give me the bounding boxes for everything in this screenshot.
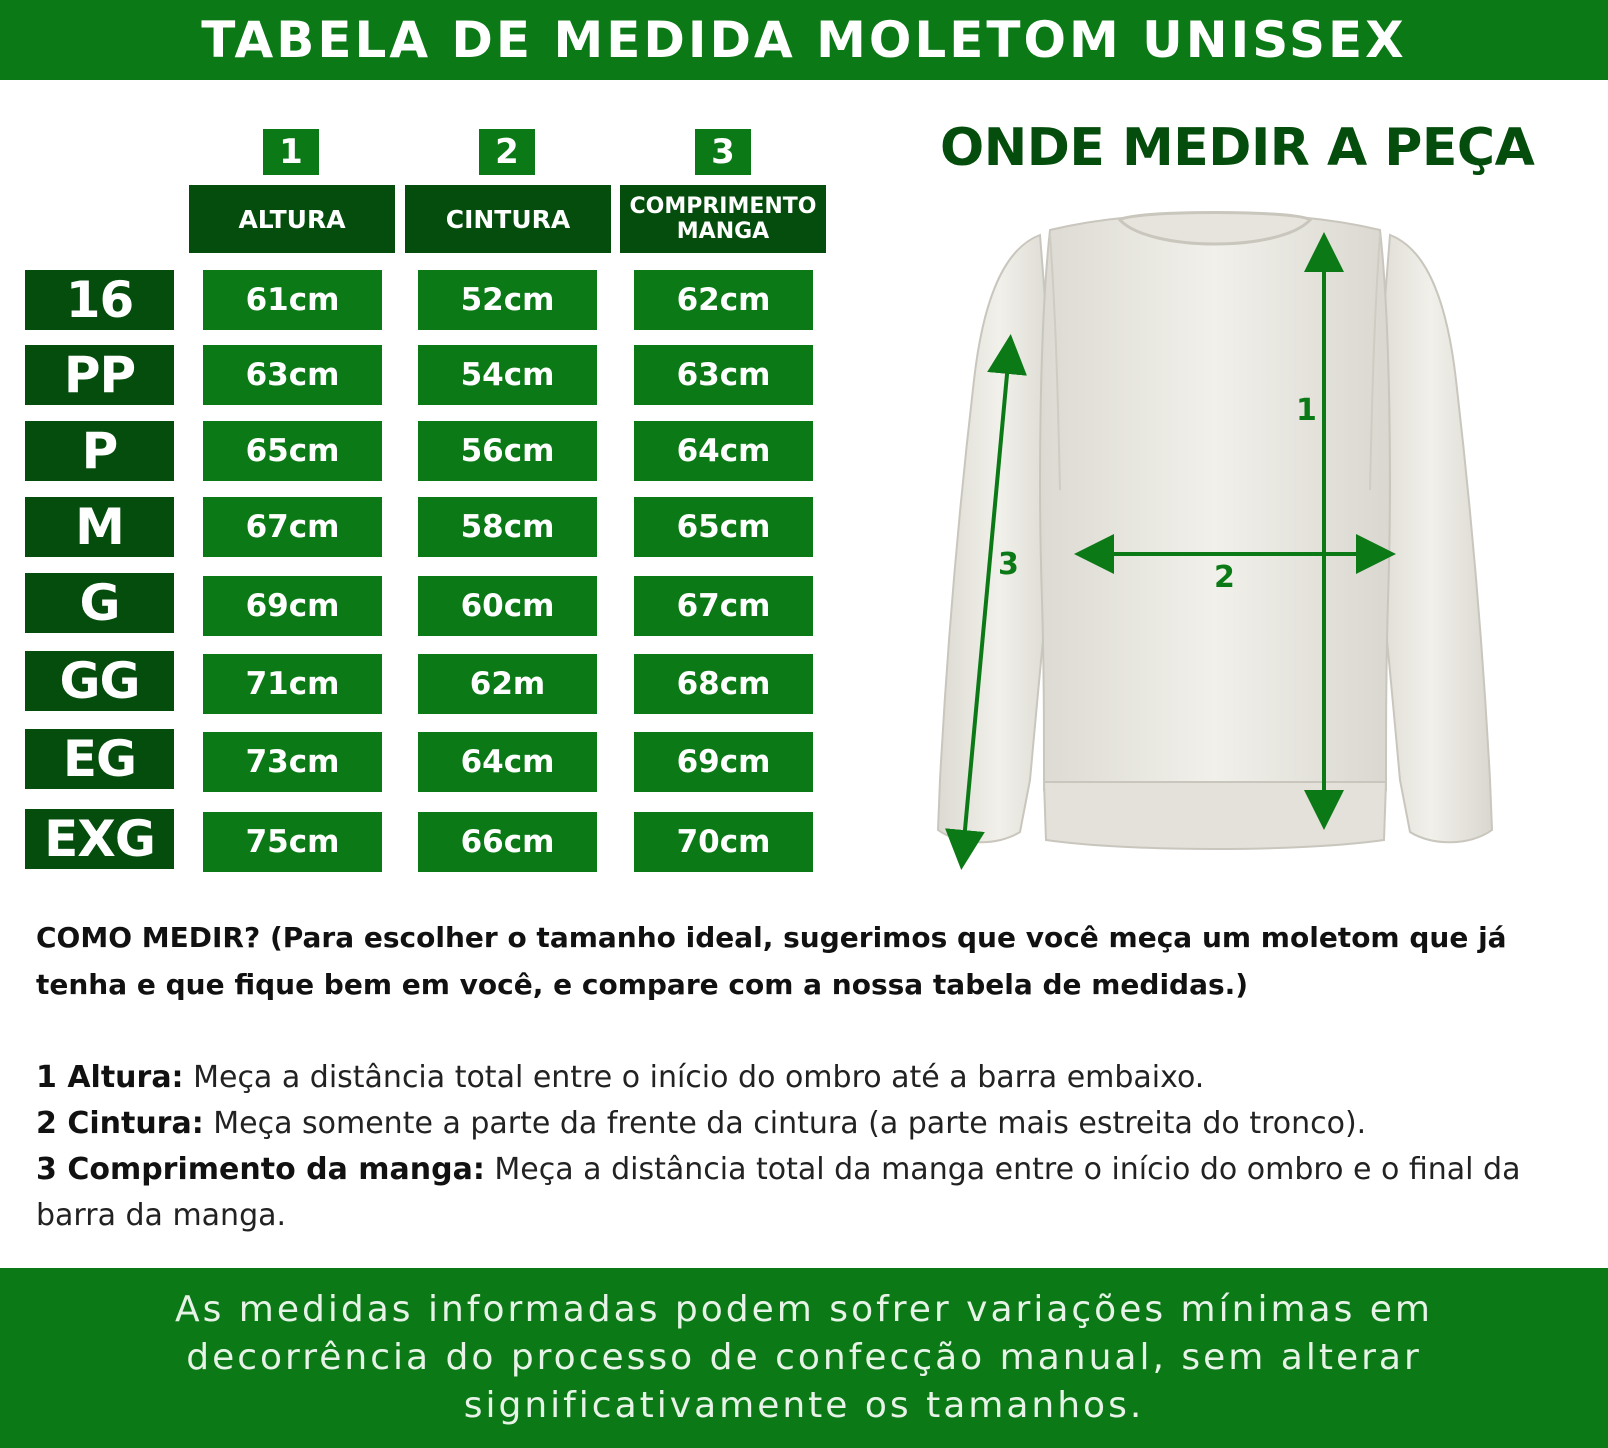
- height-arrow-label: 1: [1296, 393, 1317, 428]
- column-header-cintura: [405, 185, 611, 253]
- where-to-measure-title: ONDE MEDIR A PEÇA: [940, 118, 1535, 178]
- column-header-altura: [189, 185, 395, 253]
- column-header-comprimento-manga: [620, 185, 826, 253]
- size-label: M: [25, 497, 174, 557]
- instruction-text: Meça a distância total da manga entre o início do ombro e o final da barra da manga.: [36, 1152, 1521, 1233]
- table-cell: 65cm: [203, 421, 382, 481]
- page-title: TABELA DE MEDIDA MOLETOM UNISSEX: [201, 11, 1407, 69]
- table-cell: 69cm: [634, 732, 813, 792]
- table-cell: 71cm: [203, 654, 382, 714]
- table-cell: 75cm: [203, 812, 382, 872]
- table-cell: 65cm: [634, 497, 813, 557]
- size-label: EG: [25, 729, 174, 789]
- table-cell: 54cm: [418, 345, 597, 405]
- waist-arrow-label: 2: [1214, 560, 1235, 595]
- instruction-altura: [36, 1055, 1581, 1101]
- instruction-label: 3 Comprimento da manga:: [36, 1152, 485, 1187]
- size-label: EXG: [25, 809, 174, 869]
- instruction-cintura: [36, 1101, 1581, 1147]
- size-label: G: [25, 573, 174, 633]
- how-to-measure-title: COMO MEDIR? (Para escolher o tamanho ideal, sugerimos que você meça um moletom que já tenha e que fique bem em você, e compare com a nossa tabela de medidas.): [36, 921, 1507, 1001]
- size-label: GG: [25, 651, 174, 711]
- instruction-manga: [36, 1147, 1581, 1239]
- table-cell: 63cm: [634, 345, 813, 405]
- instruction-text: Meça a distância total entre o início do ombro até a barra embaixo.: [183, 1060, 1205, 1095]
- instruction-label: 1 Altura:: [36, 1060, 184, 1095]
- table-cell: 67cm: [203, 497, 382, 557]
- measure-instructions: [36, 1055, 1581, 1239]
- table-cell: 64cm: [634, 421, 813, 481]
- table-cell: 69cm: [203, 576, 382, 636]
- sweatshirt-diagram: [900, 200, 1540, 900]
- table-cell: 64cm: [418, 732, 597, 792]
- table-cell: 52cm: [418, 270, 597, 330]
- footer-banner: [0, 1268, 1608, 1448]
- table-cell: 61cm: [203, 270, 382, 330]
- table-cell: 66cm: [418, 812, 597, 872]
- table-cell: 62m: [418, 654, 597, 714]
- size-label: P: [25, 421, 174, 481]
- instruction-label: 2 Cintura:: [36, 1106, 204, 1141]
- column-number-1: 1: [263, 129, 319, 175]
- column-number-3: 3: [695, 129, 751, 175]
- sweatshirt-body: [1040, 214, 1390, 790]
- table-cell: 70cm: [634, 812, 813, 872]
- footer-note: As medidas informadas podem sofrer variações mínimas em decorrência do processo de confecção manual, sem alterar significativamente os tamanhos.: [174, 1289, 1433, 1426]
- table-cell: 56cm: [418, 421, 597, 481]
- size-label: 16: [25, 270, 174, 330]
- table-cell: 68cm: [634, 654, 813, 714]
- sleeve-arrow-label: 3: [998, 547, 1019, 582]
- table-cell: 58cm: [418, 497, 597, 557]
- column-header-label: ALTURA: [238, 204, 346, 234]
- column-header-label: COMPRIMENTO MANGA: [629, 194, 817, 244]
- waistband: [1044, 782, 1386, 849]
- instruction-text: Meça somente a parte da frente da cintura (a parte mais estreita do tronco).: [203, 1106, 1367, 1141]
- column-number-2: 2: [479, 129, 535, 175]
- title-banner: [0, 0, 1608, 80]
- table-cell: 62cm: [634, 270, 813, 330]
- table-cell: 60cm: [418, 576, 597, 636]
- size-label: PP: [25, 345, 174, 405]
- table-cell: 63cm: [203, 345, 382, 405]
- table-cell: 73cm: [203, 732, 382, 792]
- table-cell: 67cm: [634, 576, 813, 636]
- column-header-label: CINTURA: [445, 204, 571, 234]
